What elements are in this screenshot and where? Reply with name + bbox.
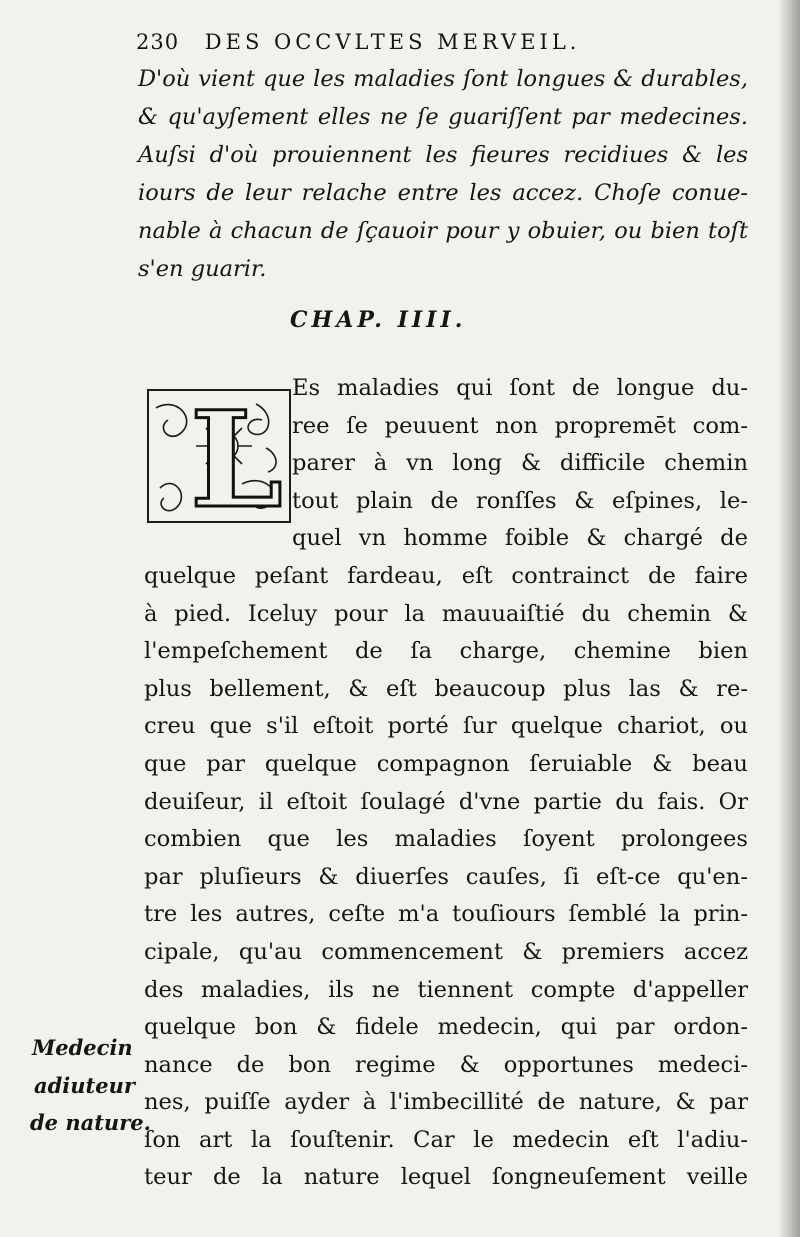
body-line: nes, puiſſe ayder à l'imbecillité de nature, & par [144, 1089, 748, 1116]
body-text [144, 370, 748, 1197]
summary-line: nable à chacun de ſçauoir pour y obuier, ou bien toſt [138, 218, 748, 244]
body-line: nance de bon regime & opportunes medeci- [144, 1051, 748, 1078]
body-line: parer à vn long & difficile chemin [292, 450, 748, 477]
body-line: cipale, qu'au commencement & premiers accez [144, 938, 748, 965]
body-line: tre les autres, ceſte m'a touſiours ſemblé la prin- [144, 901, 748, 928]
running-title: DES OCCVLTES MERVEIL. [204, 30, 581, 54]
margin-note-medecin: Medecin [32, 1035, 133, 1060]
body-line: plus bellement, & eſt beaucoup plus las & re- [144, 675, 748, 702]
body-line: tout plain de ronſſes & eſpines, le- [292, 487, 748, 514]
body-line: Es maladies qui ſont de longue du- [292, 375, 748, 401]
body-line: teur de la nature lequel ſongneuſement veille [144, 1164, 748, 1191]
body-line: creu que s'il eſtoit porté ſur quelque chariot, ou [144, 713, 748, 740]
body-line: deuiſeur, il eſtoit ſoulagé d'vne partie du fais. Or [144, 788, 748, 815]
initial-letter: L [190, 388, 283, 524]
chapter-heading: CHAP. IIII. [290, 307, 467, 333]
body-line: ree ſe peuuent non propremēt com- [292, 412, 748, 439]
page-number: 230 [136, 30, 180, 54]
chapter-summary [138, 60, 748, 288]
body-line: quelque bon & fidele medecin, qui par ordon- [144, 1014, 748, 1041]
summary-line: D'où vient que les maladies ſont longues & durables, [138, 66, 748, 92]
summary-line: Auſsi d'où prouiennent les fieures recidiues & les [138, 142, 748, 168]
summary-line: s'en guarir. [138, 256, 267, 282]
body-line: l'empeſchement de ſa charge, chemine bien [144, 638, 748, 665]
summary-line: & qu'ayſement elles ne ſe guariſſent par medecines. [138, 104, 748, 130]
body-line: par pluſieurs & diuerſes cauſes, ſi eſt-ce qu'en- [144, 863, 748, 890]
page-edge-shadow [778, 0, 800, 1237]
body-line: quelque peſant fardeau, eſt contrainct de faire [144, 562, 748, 589]
running-head [136, 30, 746, 54]
body-line: que par quelque compagnon ſeruiable & beau [144, 750, 748, 777]
summary-line: iours de leur relache entre les accez. Choſe conue- [138, 180, 748, 206]
body-line: combien que les maladies ſoyent prolongees [144, 826, 748, 853]
margin-note-adiuteur: adiuteur [34, 1073, 135, 1098]
body-line: à pied. Iceluy pour la mauuaiſtié du chemin & [144, 600, 748, 627]
body-line: ſon art la ſouſtenir. Car le medecin eſt l'adiu- [144, 1126, 748, 1153]
body-line: quel vn homme foible & chargé de [292, 525, 748, 552]
margin-note-de-nature: de nature. [30, 1110, 151, 1135]
body-line: des maladies, ils ne tiennent compte d'appeller [144, 976, 748, 1003]
